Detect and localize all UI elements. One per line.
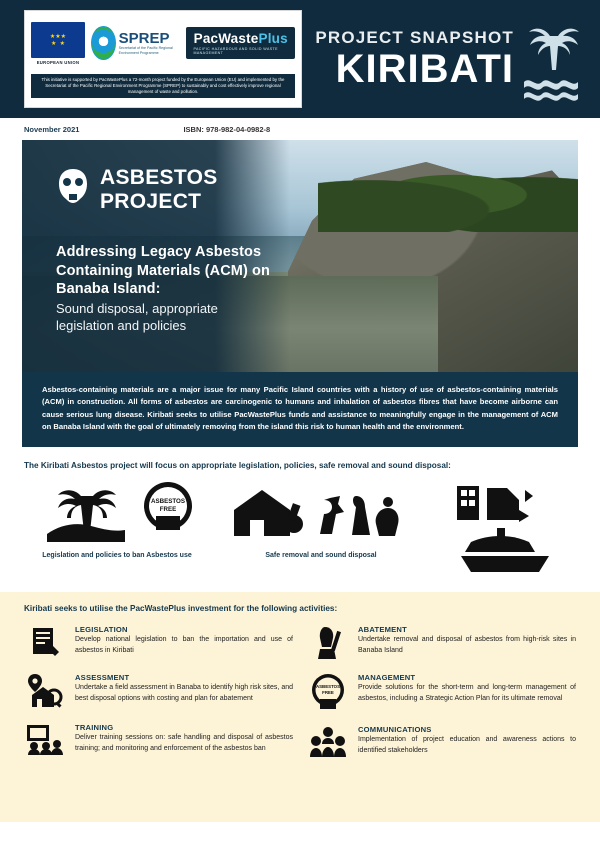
sprep-logo bbox=[91, 26, 178, 60]
activity-text: Undertake a field assessment in Banaba to identify high risk sites, and best disposal options with costing and plan for abatement bbox=[75, 684, 293, 702]
activity-text: Deliver training sessions on: safe handling and disposal of asbestos training; and monitoring and enforcement of the asbestos ban bbox=[75, 734, 293, 752]
activities-title: Kiribati seeks to utilise the PacWastePlus investment for the following activities: bbox=[24, 604, 338, 614]
training-people-icon bbox=[24, 723, 66, 755]
activity-heading: ABATEMENT bbox=[358, 625, 407, 635]
hero-project-label-line1: ASBESTOS bbox=[100, 166, 218, 189]
svg-text:ASBESTOS: ASBESTOS bbox=[151, 498, 185, 506]
focus-group-legislation bbox=[42, 480, 192, 560]
assessment-site-icon bbox=[24, 673, 66, 709]
country-title: KIRIBATI bbox=[335, 47, 514, 92]
pacwasteplus-word: PacWaste bbox=[193, 30, 259, 46]
sprep-subtitle: Secretariat of the Pacific Regional Environment Programme bbox=[118, 46, 173, 55]
activity-body bbox=[75, 723, 293, 754]
activity-body bbox=[358, 673, 576, 704]
hero-project-label-line2: PROJECT bbox=[100, 189, 202, 213]
pacwasteplus-plus: Plus bbox=[258, 30, 288, 46]
activity-body bbox=[75, 625, 293, 656]
activity-text: Provide solutions for the short-term and long-term management of asbestos, including a Strategic Action Plan for its ultimate removal bbox=[358, 684, 576, 702]
activities-column-right bbox=[307, 625, 576, 759]
sprep-name: SPREP bbox=[118, 30, 170, 48]
activity-item bbox=[307, 725, 576, 759]
project-snapshot-label: PROJECT SNAPSHOT bbox=[315, 28, 514, 48]
activity-item bbox=[307, 673, 576, 711]
activity-heading: LEGISLATION bbox=[75, 625, 128, 635]
activities-column-left bbox=[24, 625, 293, 759]
hero-text-overlay bbox=[22, 140, 290, 372]
hero-project-label bbox=[100, 166, 218, 213]
activities-grid bbox=[24, 625, 576, 759]
activity-text: Undertake removal and disposal of asbestos from high-risk sites in Banaba Island bbox=[358, 636, 576, 654]
partner-logos-card bbox=[24, 10, 302, 108]
hero-project-label-row bbox=[56, 166, 270, 213]
gas-mask-icon bbox=[56, 168, 90, 208]
svg-text:FREE: FREE bbox=[322, 690, 334, 696]
document-header bbox=[0, 0, 600, 118]
activity-body bbox=[358, 625, 576, 656]
activity-item bbox=[24, 625, 293, 659]
activity-heading: ASSESSMENT bbox=[75, 673, 130, 683]
hero-headline: Addressing Legacy Asbestos Containing Materials (ACM) on Banaba Island: bbox=[56, 244, 270, 298]
activity-item bbox=[24, 673, 293, 709]
legislation-document-icon bbox=[24, 625, 66, 659]
palm-tree-wave-icon bbox=[520, 16, 582, 102]
sprep-text bbox=[119, 31, 179, 55]
isbn-number: ISBN: 978-982-04-0982-8 bbox=[183, 124, 271, 134]
logo-row bbox=[31, 15, 295, 71]
activity-heading: TRAINING bbox=[75, 723, 114, 733]
activity-item bbox=[307, 625, 576, 659]
activity-heading: MANAGEMENT bbox=[358, 673, 416, 683]
pacwasteplus-name bbox=[194, 32, 288, 46]
eu-flag-icon bbox=[31, 22, 85, 58]
publication-date: November 2021 bbox=[24, 124, 80, 134]
svg-text:ASBESTOS: ASBESTOS bbox=[315, 684, 341, 690]
pacwasteplus-subtitle: PACIFIC HAZARDOUS AND SOLID WASTE MANAGEMENT bbox=[193, 47, 278, 56]
focus-caption-removal: Safe removal and sound disposal bbox=[265, 552, 377, 560]
document-meta-bar bbox=[0, 118, 600, 140]
sprep-globe-icon bbox=[91, 26, 116, 60]
activities-section bbox=[0, 592, 600, 808]
funding-statement: This initiative is supported by PacWastePlus a 72-month project funded by the European Union (EU) and implemented by the Secretariat of the Pacific Regional Environment Programme (SPREP) to sustainably and cost effectively improve regional management of waste and pollution. bbox=[31, 74, 295, 98]
building-recycle-icon bbox=[453, 480, 557, 580]
svg-text:FREE: FREE bbox=[159, 506, 177, 514]
intro-paragraph: Asbestos-containing materials are a major issue for many Pacific Island countries with a history of use of asbestos-containing materials (ACM) in construction. All forms of asbestos are carcinogenic to humans and inhalation of asbestos fibres that have become airborne can cause serious lung disease. Kiribati seeks to utilise PacWastePlus funds and assistance to meaningfully engage in the management of ACM on Banaba Island with the goal of ultimately removing from the island this risk to human health and the environment. bbox=[22, 372, 578, 447]
focus-title: The Kiribati Asbestos project will focus on appropriate legislation, policies, safe removal and sound disposal: bbox=[24, 461, 451, 471]
house-demolition-icon bbox=[228, 480, 414, 542]
activity-text: Implementation of project education and awareness actions to identified stakeholders bbox=[358, 736, 576, 754]
european-union-logo bbox=[31, 22, 85, 65]
eu-stars-icon: ★★★ ★ ★ bbox=[49, 33, 67, 47]
eu-caption: EUROPEAN UNION bbox=[36, 59, 80, 65]
communications-group-icon bbox=[307, 725, 349, 759]
hero-vegetation bbox=[318, 158, 578, 232]
pacwasteplus-logo bbox=[186, 27, 295, 60]
asbestos-free-stamp-icon bbox=[140, 480, 196, 536]
focus-group-disposal bbox=[450, 480, 560, 585]
footer-strip bbox=[0, 808, 600, 822]
focus-icon-strip bbox=[24, 476, 576, 588]
activity-heading: COMMUNICATIONS bbox=[358, 725, 432, 735]
activity-body bbox=[75, 673, 293, 704]
hero-subheadline: Sound disposal, appropriate legislation and policies bbox=[56, 300, 218, 333]
activity-body bbox=[358, 725, 576, 756]
activity-text: Develop national legislation to ban the importation and use of asbestos in Kiribati bbox=[75, 636, 293, 654]
activity-item bbox=[24, 723, 293, 755]
hero-image bbox=[22, 140, 578, 372]
focus-group-removal bbox=[226, 480, 416, 560]
focus-section bbox=[0, 447, 600, 592]
focus-caption-legislation: Legislation and policies to ban Asbestos use bbox=[42, 552, 192, 560]
asbestos-free-stamp-icon bbox=[307, 673, 349, 711]
abatement-worker-icon bbox=[307, 625, 349, 659]
